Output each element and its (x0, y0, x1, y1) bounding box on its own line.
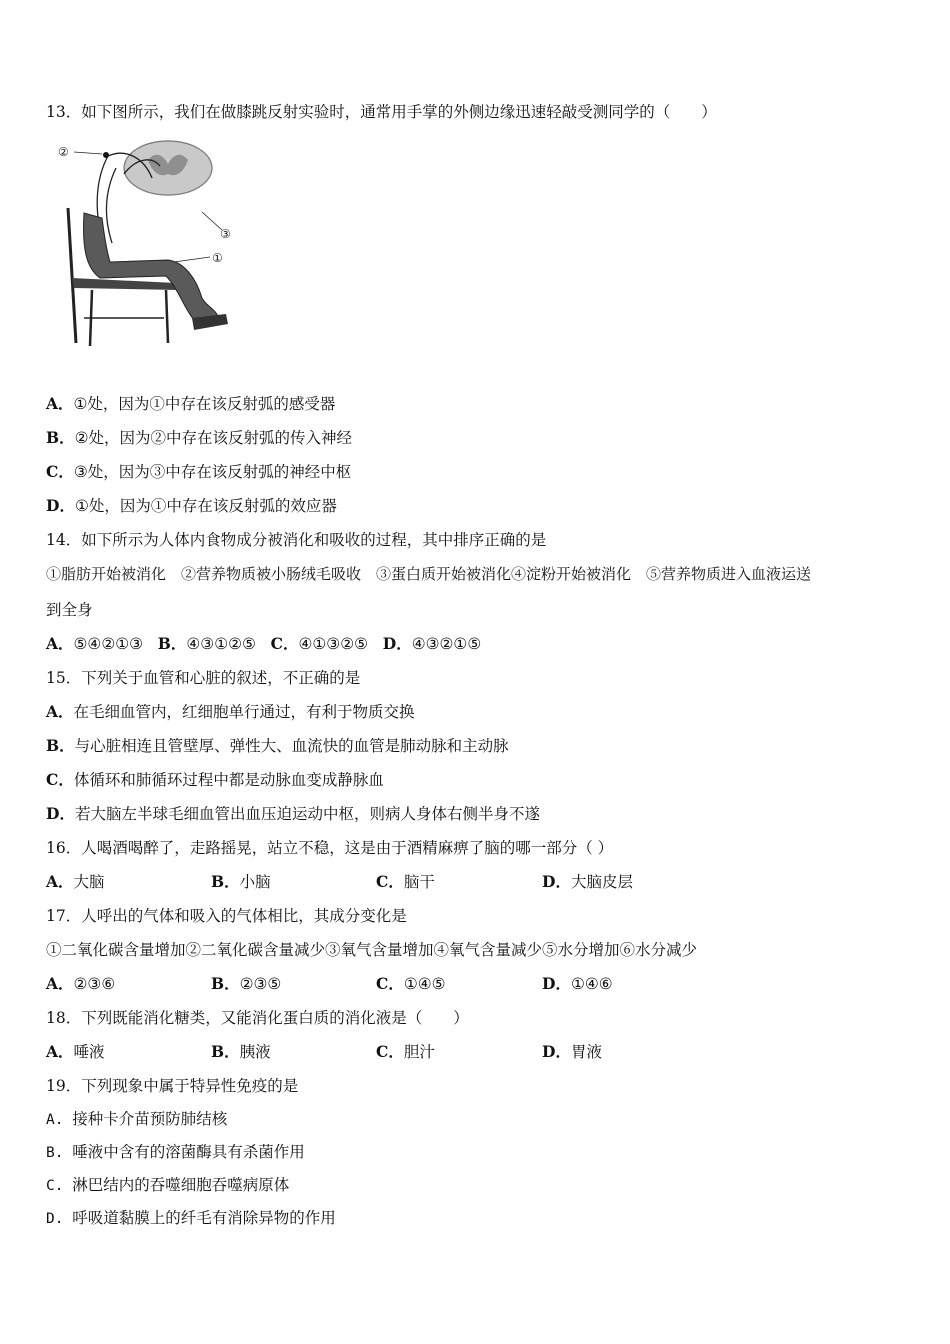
q19-option-d: D. 呼吸道黏膜上的纤毛有消除异物的作用 (46, 1209, 336, 1227)
q15-option-a: A．在毛细血管内，红细胞单行通过，有利于物质交换 (46, 702, 415, 721)
label-3: ③ (220, 227, 231, 241)
q15-option-c: C．体循环和肺循环过程中都是动脉血变成静脉血 (46, 770, 384, 789)
q16-stem: 16．人喝酒喝醉了，走路摇晃，站立不稳，这是由于酒精麻痹了脑的哪一部分（ ） (46, 839, 614, 857)
q14-stem: 14．如下所示为人体内食物成分被消化和吸收的过程，其中排序正确的是 (46, 531, 547, 549)
q19-option-b: B. 唾液中含有的溶菌酶具有杀菌作用 (46, 1143, 305, 1161)
q13-stem: 13．如下图所示，我们在做膝跳反射实验时，通常用手掌的外侧边缘迅速轻敲受测同学的（ ） (46, 103, 717, 121)
q16-option-b: B．小脑 (211, 872, 271, 891)
q15-option-d: D．若大脑左半球毛细血管出血压迫运动中枢，则病人身体右侧半身不遂 (46, 804, 540, 823)
q18-option-c: C．胆汁 (376, 1042, 435, 1061)
q16-option-c: C．脑干 (376, 872, 435, 891)
q17-option-b: B．②③⑤ (211, 974, 282, 993)
q19-stem: 19．下列现象中属于特异性免疫的是 (46, 1077, 299, 1095)
q19-option-c: C. 淋巴结内的吞噬细胞吞噬病原体 (46, 1176, 290, 1194)
q18-option-b: B．胰液 (211, 1042, 271, 1061)
q17-option-c: C．①④⑤ (376, 974, 446, 993)
q17-items: ①二氧化碳含量增加②二氧化碳含量减少③氧气含量增加④氧气含量减少⑤水分增加⑥水分减少 (46, 941, 698, 959)
q15-stem: 15．下列关于血管和心脏的叙述，不正确的是 (46, 669, 361, 687)
q18-option-d: D．胃液 (542, 1042, 602, 1061)
q18-options (46, 1042, 906, 1062)
label-1: ① (212, 251, 223, 265)
q19-option-a: A. 接种卡介苗预防肺结核 (46, 1110, 228, 1128)
q17-options (46, 974, 906, 994)
q15-option-b: B．与心脏相连且管壁厚、弹性大、血流快的血管是肺动脉和主动脉 (46, 736, 509, 755)
q13-option-a: A．①处，因为①中存在该反射弧的感受器 (46, 394, 336, 413)
q16-option-a: A．大脑 (46, 872, 105, 891)
chair-seat (72, 278, 178, 290)
q16-option-d: D．大脑皮层 (542, 872, 633, 891)
q13-option-b: B．②处，因为②中存在该反射弧的传入神经 (46, 428, 353, 447)
person-leg (84, 213, 218, 320)
q18-stem: 18．下列既能消化糖类，又能消化蛋白质的消化液是（ ） (46, 1009, 469, 1027)
ganglion-dot (103, 152, 109, 158)
q17-option-d: D．①④⑥ (542, 974, 613, 993)
chair-back (68, 208, 76, 343)
q18-option-a: A．唾液 (46, 1042, 105, 1061)
q17-option-a: A．②③⑥ (46, 974, 116, 993)
q13-option-c: C．③处，因为③中存在该反射弧的神经中枢 (46, 462, 352, 481)
q13-option-d: D．①处，因为①中存在该反射弧的效应器 (46, 496, 337, 515)
q17-stem: 17．人呼出的气体和吸入的气体相比，其成分变化是 (46, 907, 407, 925)
knee-reflex-diagram (56, 138, 236, 348)
knee-reflex-figure (56, 138, 236, 348)
q16-options (46, 872, 906, 892)
label-2: ② (58, 145, 69, 159)
q14-options: A．⑤④②①③ B．④③①②⑤ C．④①③②⑤ D．④③②①⑤ (46, 634, 482, 653)
q14-items-line1: ①脂肪开始被消化 ②营养物质被小肠绒毛吸收 ③蛋白质开始被消化④淀粉开始被消化 ⑤营养物质进入血液运送 (46, 565, 812, 583)
q14-items-line2: 到全身 (46, 601, 93, 619)
